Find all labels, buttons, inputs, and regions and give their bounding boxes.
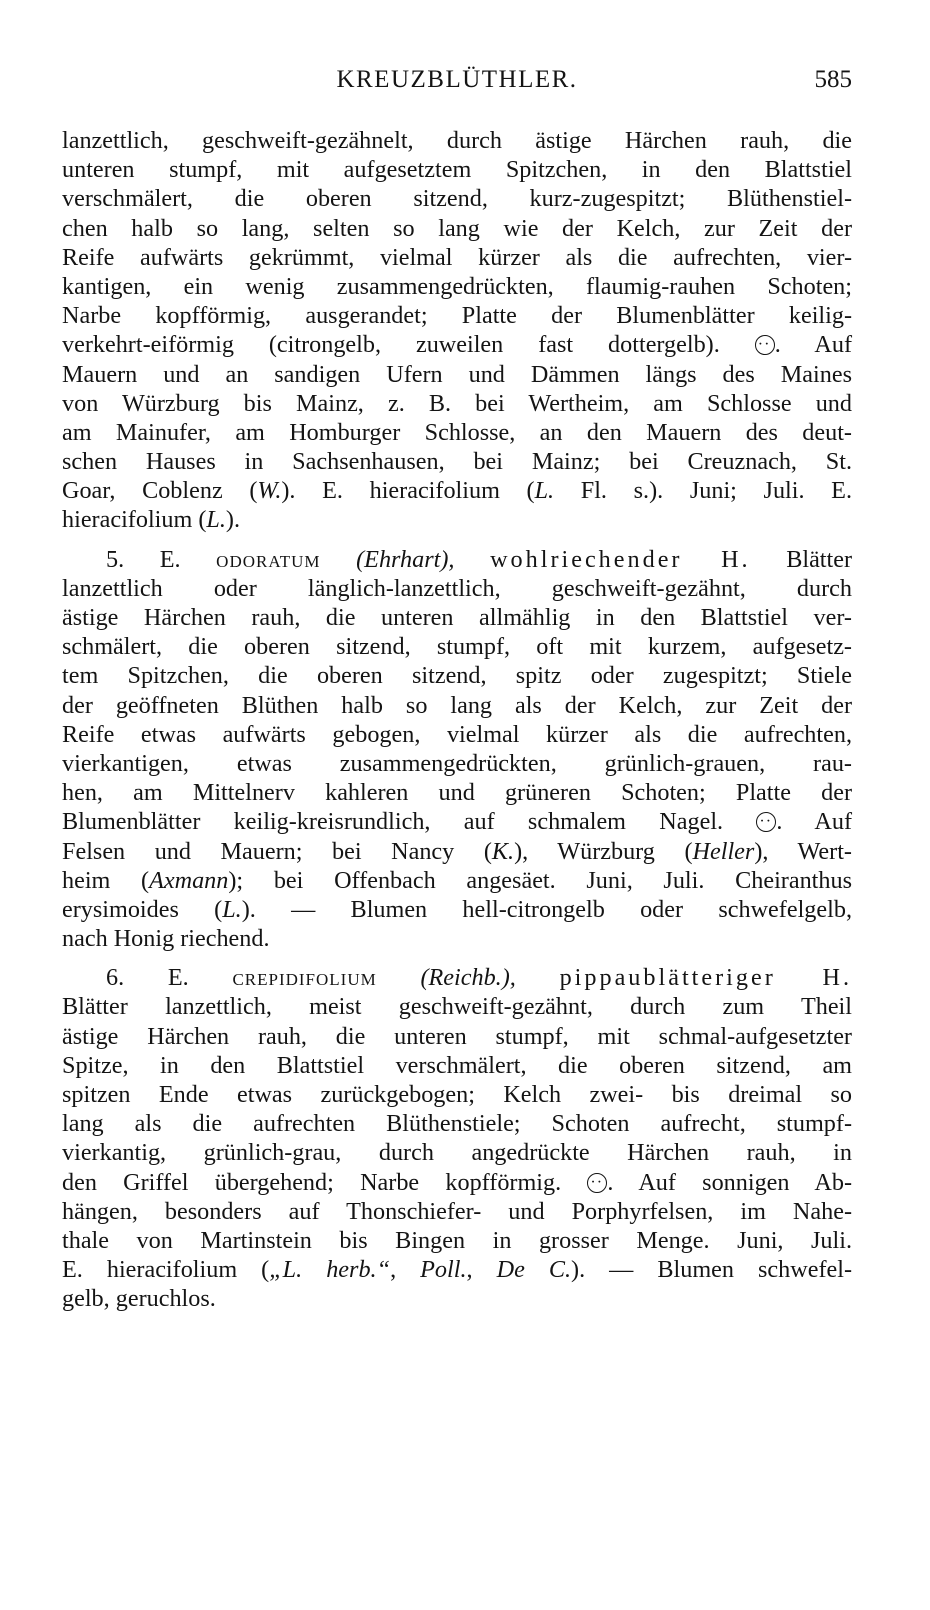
text-fragment: . Auf sonnigen Ab-: [607, 1168, 853, 1196]
text-line: Goar, Coblenz (W.). E. hieracifolium (L. Fl. s.). Juni; Juli. E.: [62, 477, 852, 505]
annual-plant-symbol-icon: [755, 335, 775, 355]
text-line: chen halb so lang, selten so lang wie der Kelch, zur Zeit der: [62, 214, 852, 242]
text-line-with-symbol: [62, 807, 852, 836]
species-heading-line: [62, 963, 852, 992]
running-title: KREUZBLÜTHLER.: [336, 66, 578, 93]
text-line: am Mainufer, am Homburger Schlosse, an den Mauern des deut-: [62, 418, 852, 446]
paragraph-gap: [62, 953, 852, 963]
species-heading-line: [62, 545, 852, 574]
text-fragment: Blätter: [786, 545, 853, 573]
species-number: 6. E.: [106, 964, 189, 992]
species-entry-5: [62, 545, 852, 954]
page-number: 585: [814, 66, 852, 93]
text-line: der geöffneten Blüthen halb so lang als der Kelch, zur Zeit der: [62, 691, 852, 719]
text-line: hängen, besonders auf Thonschiefer- und Porphyrfelsen, im Nahe-: [62, 1197, 852, 1225]
text-line: lanzettlich, geschweift-gezähnelt, durch ästige Härchen rauh, die: [62, 127, 852, 154]
text-line: vierkantigen, etwas zusammengedrückten, grünlich-grauen, rau-: [62, 749, 852, 777]
text-line: spitzen Ende etwas zurückgebogen; Kelch zwei- bis dreimal so: [62, 1081, 852, 1108]
paragraph-continued: [62, 126, 852, 535]
text-line: verschmälert, die oberen sitzend, kurz-zugespitzt; Blüthenstiel-: [62, 185, 852, 213]
text-line: lang als die aufrechten Blüthenstiele; Schoten aufrecht, stumpf-: [62, 1110, 852, 1138]
paragraph-gap: [62, 535, 852, 545]
text-line: gelb, geruchlos.: [62, 1285, 216, 1313]
text-line: Blätter lanzettlich, meist geschweift-gezähnt, durch zum Theil: [62, 993, 852, 1021]
species-author: (Reichb.),: [420, 964, 516, 992]
page-header: [62, 66, 852, 100]
text-line: Mauern und an sandigen Ufern und Dämmen längs des Maines: [62, 360, 852, 388]
text-line: Spitze, in den Blattstiel verschmälert, die oberen sitzend, am: [62, 1051, 852, 1079]
text-line: kantigen, ein wenig zusammengedrückten, flaumig-rauhen Schoten;: [62, 272, 852, 300]
text-line: Narbe kopfförmig, ausgerandet; Platte der Blumenblätter keilig-: [62, 302, 852, 330]
species-name: crepidifolium: [232, 964, 377, 992]
species-common-name: pippaublätteriger H.: [559, 964, 853, 992]
species-common-name: wohlriechender H.: [490, 545, 751, 573]
text-line: E. hieracifolium („L. herb.“, Poll., De C.). — Blumen schwefel-: [62, 1256, 853, 1284]
species-author: (Ehrhart),: [356, 545, 455, 573]
text-fragment: verkehrt-eiförmig (citrongelb, zuweilen fast dottergelb).: [62, 331, 720, 359]
text-line: von Würzburg bis Mainz, z. B. bei Wertheim, am Schlosse und: [62, 389, 852, 417]
text-line: tem Spitzchen, die oberen sitzend, spitz oder zugespitzt; Stiele: [62, 662, 852, 690]
text-line: Reife etwas aufwärts gebogen, vielmal kürzer als die aufrechten,: [62, 720, 852, 748]
species-name: odoratum: [216, 545, 321, 573]
text-line: schmälert, die oberen sitzend, stumpf, oft mit kurzem, aufgesetz-: [62, 633, 852, 661]
text-line-with-symbol: [62, 330, 852, 359]
body-text: [62, 126, 852, 1314]
text-line: schen Hauses in Sachsenhausen, bei Mainz; bei Creuznach, St.: [62, 448, 852, 476]
text-line: ästige Härchen rauh, die unteren stumpf, mit schmal-aufgesetzter: [62, 1022, 852, 1050]
text-line: hen, am Mittelnerv kahleren und grüneren Schoten; Platte der: [62, 779, 852, 807]
text-fragment: . Auf: [774, 331, 852, 359]
text-line-with-symbol: [62, 1168, 852, 1197]
text-fragment: den Griffel übergehend; Narbe kopfförmig.: [62, 1168, 562, 1196]
annual-plant-symbol-icon: [587, 1173, 607, 1193]
species-number: 5. E.: [106, 545, 181, 573]
text-line: heim (Axmann); bei Offenbach angesäet. Juni, Juli. Cheiranthus: [62, 866, 852, 894]
text-line: lanzettlich oder länglich-lanzettlich, geschweift-gezähnt, durch: [62, 574, 852, 602]
text-line: unteren stumpf, mit aufgesetztem Spitzchen, in den Blattstiel: [62, 156, 852, 184]
text-line: nach Honig riechend.: [62, 925, 270, 953]
species-entry-6: [62, 963, 852, 1313]
text-line: Reife aufwärts gekrümmt, vielmal kürzer als die aufrechten, vier-: [62, 243, 852, 271]
text-fragment: . Auf: [776, 808, 853, 836]
text-line: ästige Härchen rauh, die unteren allmählig in den Blattstiel ver-: [62, 604, 852, 631]
text-line: erysimoides (L.). — Blumen hell-citrongelb oder schwefelgelb,: [62, 895, 852, 923]
text-line: hieracifolium (L.).: [62, 506, 241, 534]
text-line: Felsen und Mauern; bei Nancy (K.), Würzburg (Heller), Wert-: [62, 837, 852, 865]
text-line: vierkantig, grünlich-grau, durch angedrückte Härchen rauh, in: [62, 1139, 852, 1167]
annual-plant-symbol-icon: [756, 812, 776, 832]
text-fragment: Blumenblätter keilig-kreisrundlich, auf schmalem Nagel.: [62, 808, 724, 836]
text-line: thale von Martinstein bis Bingen in grosser Menge. Juni, Juli.: [62, 1226, 852, 1254]
